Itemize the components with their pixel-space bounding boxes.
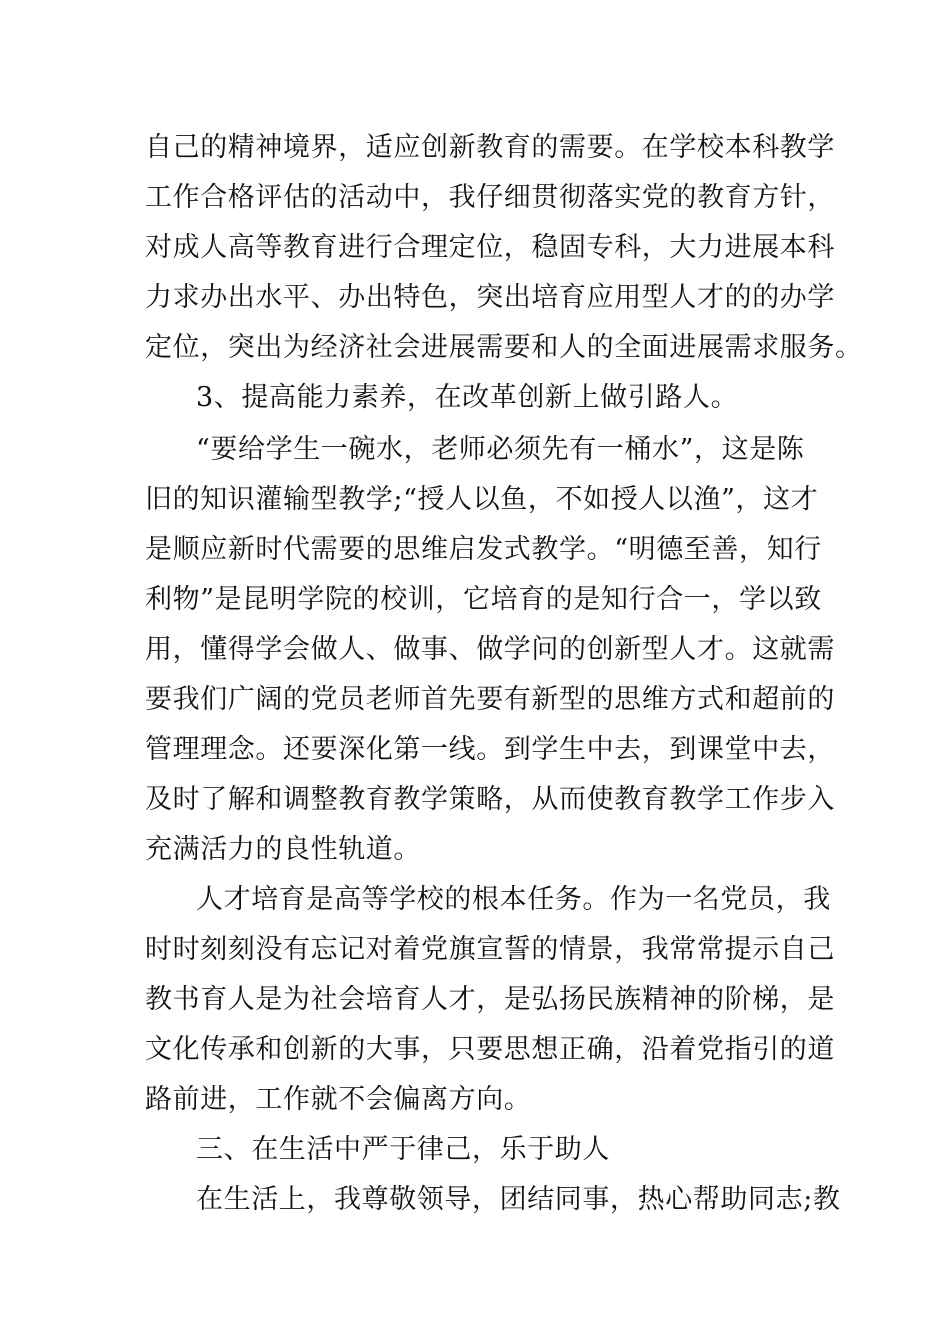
section-heading: 三、在生活中严于律己，乐于助人 bbox=[196, 1134, 610, 1165]
text-line: 文化传承和创新的大事，只要思想正确，沿着党指引的道 bbox=[145, 1034, 835, 1065]
text-line: 是顺应新时代需要的思维启发式教学。“明德至善，知行 bbox=[145, 534, 822, 565]
text-line: 要我们广阔的党员老师首先要有新型的思维方式和超前的 bbox=[145, 684, 835, 715]
text-line: 路前进，工作就不会偏离方向。 bbox=[145, 1084, 532, 1115]
text-line: 充满活力的良性轨道。 bbox=[145, 834, 421, 865]
text-line: 工作合格评估的活动中，我仔细贯彻落实党的教育方针， bbox=[145, 182, 835, 213]
text-line: 利物”是昆明学院的校训，它培育的是知行合一，学以致 bbox=[145, 584, 822, 615]
text-line: “要给学生一碗水，老师必须先有一桶水”，这是陈 bbox=[196, 434, 805, 465]
text-line: 对成人高等教育进行合理定位，稳固专科，大力进展本科 bbox=[145, 232, 835, 263]
text-line: 时时刻刻没有忘记对着党旗宣誓的情景，我常常提示自己 bbox=[145, 934, 835, 965]
text-line: 旧的知识灌输型教学;“授人以鱼，不如授人以渔”，这才 bbox=[145, 484, 819, 515]
text-line: 用，懂得学会做人、做事、做学问的创新型人才。这就需 bbox=[145, 634, 835, 665]
text-line: 自己的精神境界，适应创新教育的需要。在学校本科教学 bbox=[145, 132, 835, 163]
text-line: 管理理念。还要深化第一线。到学生中去，到课堂中去， bbox=[145, 734, 835, 765]
text-line: 力求办出水平、办出特色，突出培育应用型人才的的办学 bbox=[145, 282, 835, 313]
text-line: 定位，突出为经济社会进展需要和人的全面进展需求服务。 bbox=[145, 332, 863, 363]
section-heading: 3、提高能力素养，在改革创新上做引路人。 bbox=[196, 382, 739, 413]
text-line: 在生活上，我尊敬领导，团结同事，热心帮助同志;教 bbox=[196, 1184, 841, 1215]
text-line: 人才培育是高等学校的根本任务。作为一名党员，我 bbox=[196, 884, 831, 915]
text-line: 教书育人是为社会培育人才，是弘扬民族精神的阶梯，是 bbox=[145, 984, 835, 1015]
text-line: 及时了解和调整教育教学策略，从而使教育教学工作步入 bbox=[145, 784, 835, 815]
